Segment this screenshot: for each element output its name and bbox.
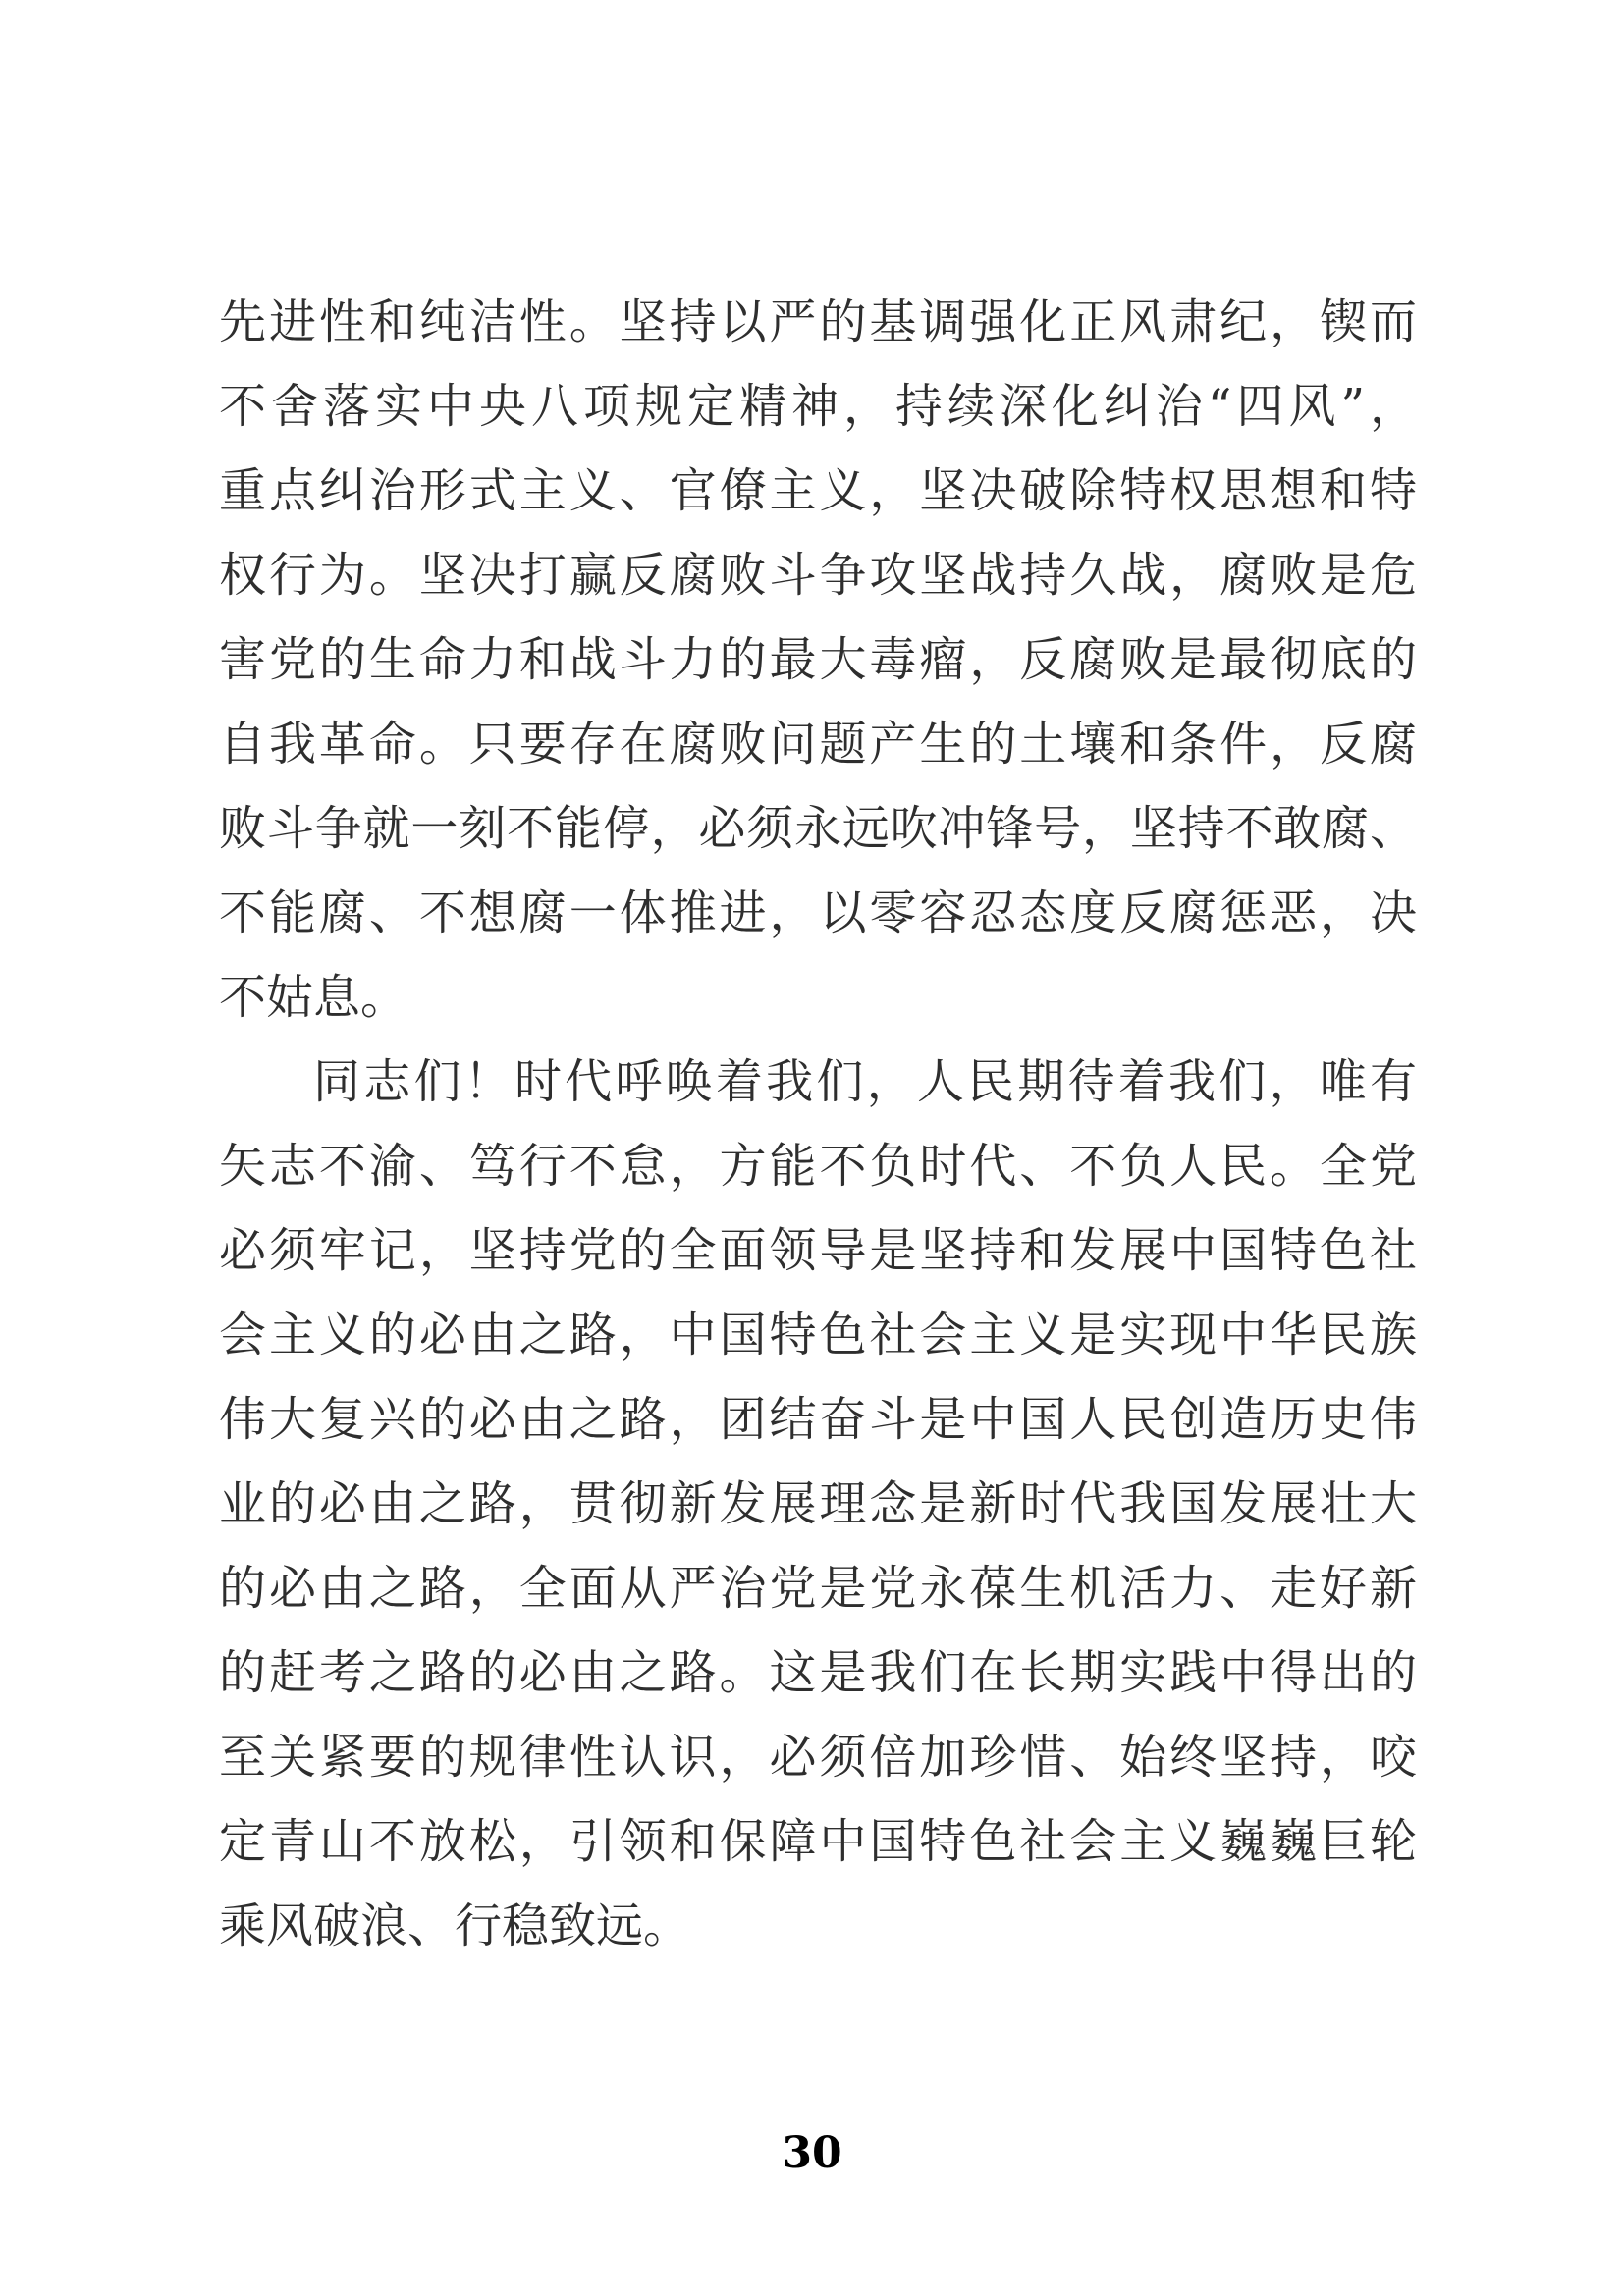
- text-line: 乘风破浪、行稳致远。: [219, 1898, 691, 1953]
- text-line: 会主义的必由之路，中国特色社会主义是实现中华民族: [219, 1308, 1417, 1362]
- text-line: 先进性和纯洁性。坚持以严的基调强化正风肃纪，锲而: [219, 294, 1417, 349]
- text-line: 权行为。坚决打赢反腐败斗争攻坚战持久战，腐败是危: [219, 548, 1417, 603]
- document-body: [219, 280, 1417, 1968]
- text-line: 自我革命。只要存在腐败问题产生的土壤和条件，反腐: [219, 717, 1417, 772]
- text-line: 重点纠治形式主义、官僚主义，坚决破除特权思想和特: [219, 463, 1417, 518]
- text-line: 害党的生命力和战斗力的最大毒瘤，反腐败是最彻底的: [219, 632, 1417, 687]
- paragraph: [219, 280, 1417, 1040]
- text-line: 伟大复兴的必由之路，团结奋斗是中国人民创造历史伟: [219, 1392, 1417, 1447]
- text-line: 业的必由之路，贯彻新发展理念是新时代我国发展壮大: [219, 1476, 1417, 1531]
- text-line: 的必由之路，全面从严治党是党永葆生机活力、走好新: [219, 1561, 1417, 1616]
- text-line: 必须牢记，坚持党的全面领导是坚持和发展中国特色社: [219, 1223, 1417, 1278]
- paragraph: [219, 1040, 1417, 1968]
- page-number: 30: [782, 2128, 842, 2178]
- text-line: 不舍落实中央八项规定精神，持续深化纠治“四风”，: [219, 379, 1417, 434]
- text-line: 的赶考之路的必由之路。这是我们在长期实践中得出的: [219, 1645, 1417, 1700]
- text-line: 败斗争就一刻不能停，必须永远吹冲锋号，坚持不敢腐、: [219, 801, 1417, 856]
- text-line: 不姑息。: [219, 970, 408, 1025]
- text-line: 不能腐、不想腐一体推进，以零容忍态度反腐惩恶，决: [219, 885, 1417, 940]
- text-line: 至关紧要的规律性认识，必须倍加珍惜、始终坚持，咬: [219, 1730, 1417, 1785]
- text-line: 同志们！时代呼唤着我们，人民期待着我们，唯有: [313, 1054, 1417, 1109]
- text-line: 定青山不放松，引领和保障中国特色社会主义巍巍巨轮: [219, 1814, 1417, 1869]
- text-line: 矢志不渝、笃行不怠，方能不负时代、不负人民。全党: [219, 1139, 1417, 1194]
